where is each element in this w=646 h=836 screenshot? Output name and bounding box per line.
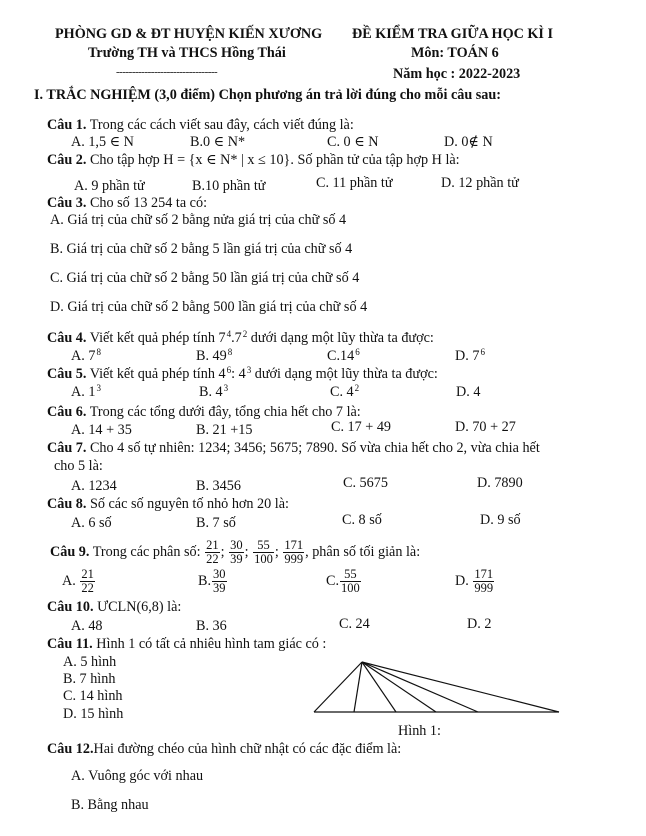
question-text: Số các số nguyên tố nhỏ hơn 20 là: — [86, 496, 289, 512]
header-divider: -------------------------------- — [116, 66, 218, 78]
q2-option-c: C. 11 phần tử — [316, 175, 393, 191]
q8-option-c: C. 8 số — [342, 512, 382, 528]
q10-option-c: C. 24 — [339, 616, 370, 632]
question-text: Cho số 13 254 ta có: — [86, 195, 208, 211]
q2-option-a: A. 9 phần tử — [74, 178, 145, 194]
question-7-continued: cho 5 là: — [54, 458, 103, 474]
school-year: Năm học : 2022-2023 — [393, 66, 521, 82]
q6-option-b: B. 21 +15 — [196, 422, 253, 438]
q1-option-d: D. 0∉ N — [444, 134, 493, 150]
exam-title: ĐỀ KIỂM TRA GIỮA HỌC KÌ I — [352, 26, 554, 42]
question-label: Câu 7. — [47, 440, 87, 456]
question-text: Hình 1 có tất cả nhiêu hình tam giác có : — [92, 636, 327, 652]
q7-option-d: D. 7890 — [477, 475, 523, 491]
question-label: Câu 12. — [47, 741, 94, 757]
q1-option-c: C. 0 ∈ N — [327, 134, 379, 150]
question-1 — [47, 117, 354, 133]
q11-option-c: C. 14 hình — [63, 688, 123, 704]
q4-option-c: $C.14^6$ — [327, 347, 360, 364]
question-text: ƯCLN(6,8) là: — [93, 599, 182, 615]
figure-cevian — [362, 662, 436, 712]
question-2 — [47, 152, 460, 168]
fraction: $\frac{21}{22}$ — [206, 538, 219, 567]
school-name: Trường TH và THCS Hồng Thái — [88, 45, 286, 61]
q6-option-d: D. 70 + 27 — [455, 419, 516, 435]
q10-option-b: B. 36 — [196, 618, 227, 634]
question-text: Cho 4 số tự nhiên: 1234; 3456; 5675; 7890. Số vừa chia hết cho 2, vừa chia hết — [86, 440, 540, 456]
question-label: Câu 9. — [50, 544, 90, 560]
question-10 — [47, 599, 181, 615]
q7-option-b: B. 3456 — [196, 478, 241, 494]
question-label: Câu 5. — [47, 366, 87, 382]
q8-option-d: D. 9 số — [480, 512, 521, 528]
question-text-tail: . Số phần tử của tập hợp H là: — [290, 152, 460, 168]
question-8 — [47, 496, 289, 512]
fraction: $\frac{55}{100}$ — [254, 538, 273, 567]
q7-option-c: C. 5675 — [343, 475, 388, 491]
question-label: Câu 10. — [47, 599, 94, 615]
q11-option-a: A. 5 hình — [63, 654, 117, 670]
q2-option-b: B.10 phần tử — [192, 178, 266, 194]
q9-option-c: C. $\frac{55}{100}$ — [326, 567, 360, 596]
q1-option-b: B.0 ∈ N* — [190, 134, 246, 150]
q9-option-a: A. $\frac{21}{22}$ — [62, 567, 94, 596]
section-title: I. TRẮC NGHIỆM (3,0 điểm) Chọn phương án trả lời đúng cho mỗi câu sau: — [34, 87, 501, 103]
school-department: PHÒNG GD & ĐT HUYỆN KIẾN XƯƠNG — [55, 26, 323, 42]
question-text: Trong các tổng dưới đây, tổng chia hết cho 7 là: — [86, 404, 361, 420]
question-label: Câu 6. — [47, 404, 87, 420]
q10-option-a: A. 48 — [71, 618, 103, 634]
q9-option-b: B. $\frac{30}{39}$ — [198, 567, 226, 596]
q3-option-a: A. Giá trị của chữ số 2 bằng nửa giá trị của chữ số 4 — [50, 212, 347, 228]
q4-option-d: D. $7^6$ — [455, 347, 485, 364]
question-4: Câu 4. Viết kết quả phép tính $7^4.7^2$ dưới dạng một lũy thừa ta được: — [47, 329, 434, 346]
question-text: Hai đường chéo của hình chữ nhật có các đặc điểm là: — [93, 741, 402, 757]
q5-option-c: C. $4^2$ — [330, 383, 360, 400]
q5-option-b: B. $4^3$ — [199, 383, 229, 400]
question-label: Câu 11. — [47, 636, 93, 652]
question-9: Câu 9. Trong các phân số: $\frac{21}{22}$ ; $\frac{30}{39}$ ; $\frac{55}{100}$ ; $\frac{171}{999}$ , phân số tối giản là: — [50, 538, 421, 567]
fraction: $\frac{171}{999}$ — [284, 538, 304, 567]
question-label: Câu 2. — [47, 152, 87, 168]
q6-option-c: C. 17 + 49 — [331, 419, 392, 435]
figure-caption: Hình 1: — [398, 723, 441, 739]
q4-option-b: B. $49^8$ — [196, 347, 233, 364]
question-7 — [47, 440, 540, 456]
q2-option-d: D. 12 phần tử — [441, 175, 519, 191]
q11-option-b: B. 7 hình — [63, 671, 116, 687]
question-label: Câu 1. — [47, 117, 87, 133]
q4-option-a: A. $7^8$ — [71, 347, 101, 364]
q1-option-a: A. 1,5 ∈ N — [71, 134, 134, 150]
q12-option-a: A. Vuông góc với nhau — [71, 768, 204, 784]
question-label: Câu 8. — [47, 496, 87, 512]
q9-option-d: D. $\frac{171}{999}$ — [455, 567, 494, 596]
q7-option-a: A. 1234 — [71, 478, 117, 494]
question-5: Câu 5. Viết kết quả phép tính $4^6$: $4^3$ dưới dạng một lũy thừa ta được: — [47, 365, 438, 382]
question-6 — [47, 404, 361, 420]
q6-option-a: A. 14 + 35 — [71, 422, 132, 438]
q8-option-b: B. 7 số — [196, 515, 236, 531]
q10-option-d: D. 2 — [467, 616, 492, 632]
question-text: Cho tập hợp H = {x ∈ N* | x ≤ 10} — [86, 152, 291, 168]
fraction: $\frac{30}{39}$ — [230, 538, 243, 567]
question-11 — [47, 636, 326, 652]
question-label: Câu 4. — [47, 330, 87, 346]
q12-option-b: B. Bằng nhau — [71, 797, 149, 813]
q8-option-a: A. 6 số — [71, 515, 112, 531]
q3-option-c: C. Giá trị của chữ số 2 bằng 50 lần giá trị của chữ số 4 — [50, 270, 360, 286]
exam-subject: Môn: TOÁN 6 — [411, 45, 499, 61]
q11-option-d: D. 15 hình — [63, 706, 124, 722]
q5-option-a: A. $1^3$ — [71, 383, 101, 400]
question-label: Câu 3. — [47, 195, 87, 211]
q3-option-b: B. Giá trị của chữ số 2 bằng 5 lần giá trị của chữ số 4 — [50, 241, 353, 257]
question-12 — [47, 741, 401, 757]
triangle-figure — [310, 660, 562, 720]
q5-option-d: D. 4 — [456, 384, 481, 400]
question-text: Trong các cách viết sau đây, cách viết đúng là: — [86, 117, 354, 133]
question-3 — [47, 195, 207, 211]
q3-option-d: D. Giá trị của chữ số 2 bằng 500 lần giá trị của chữ số 4 — [50, 299, 368, 315]
